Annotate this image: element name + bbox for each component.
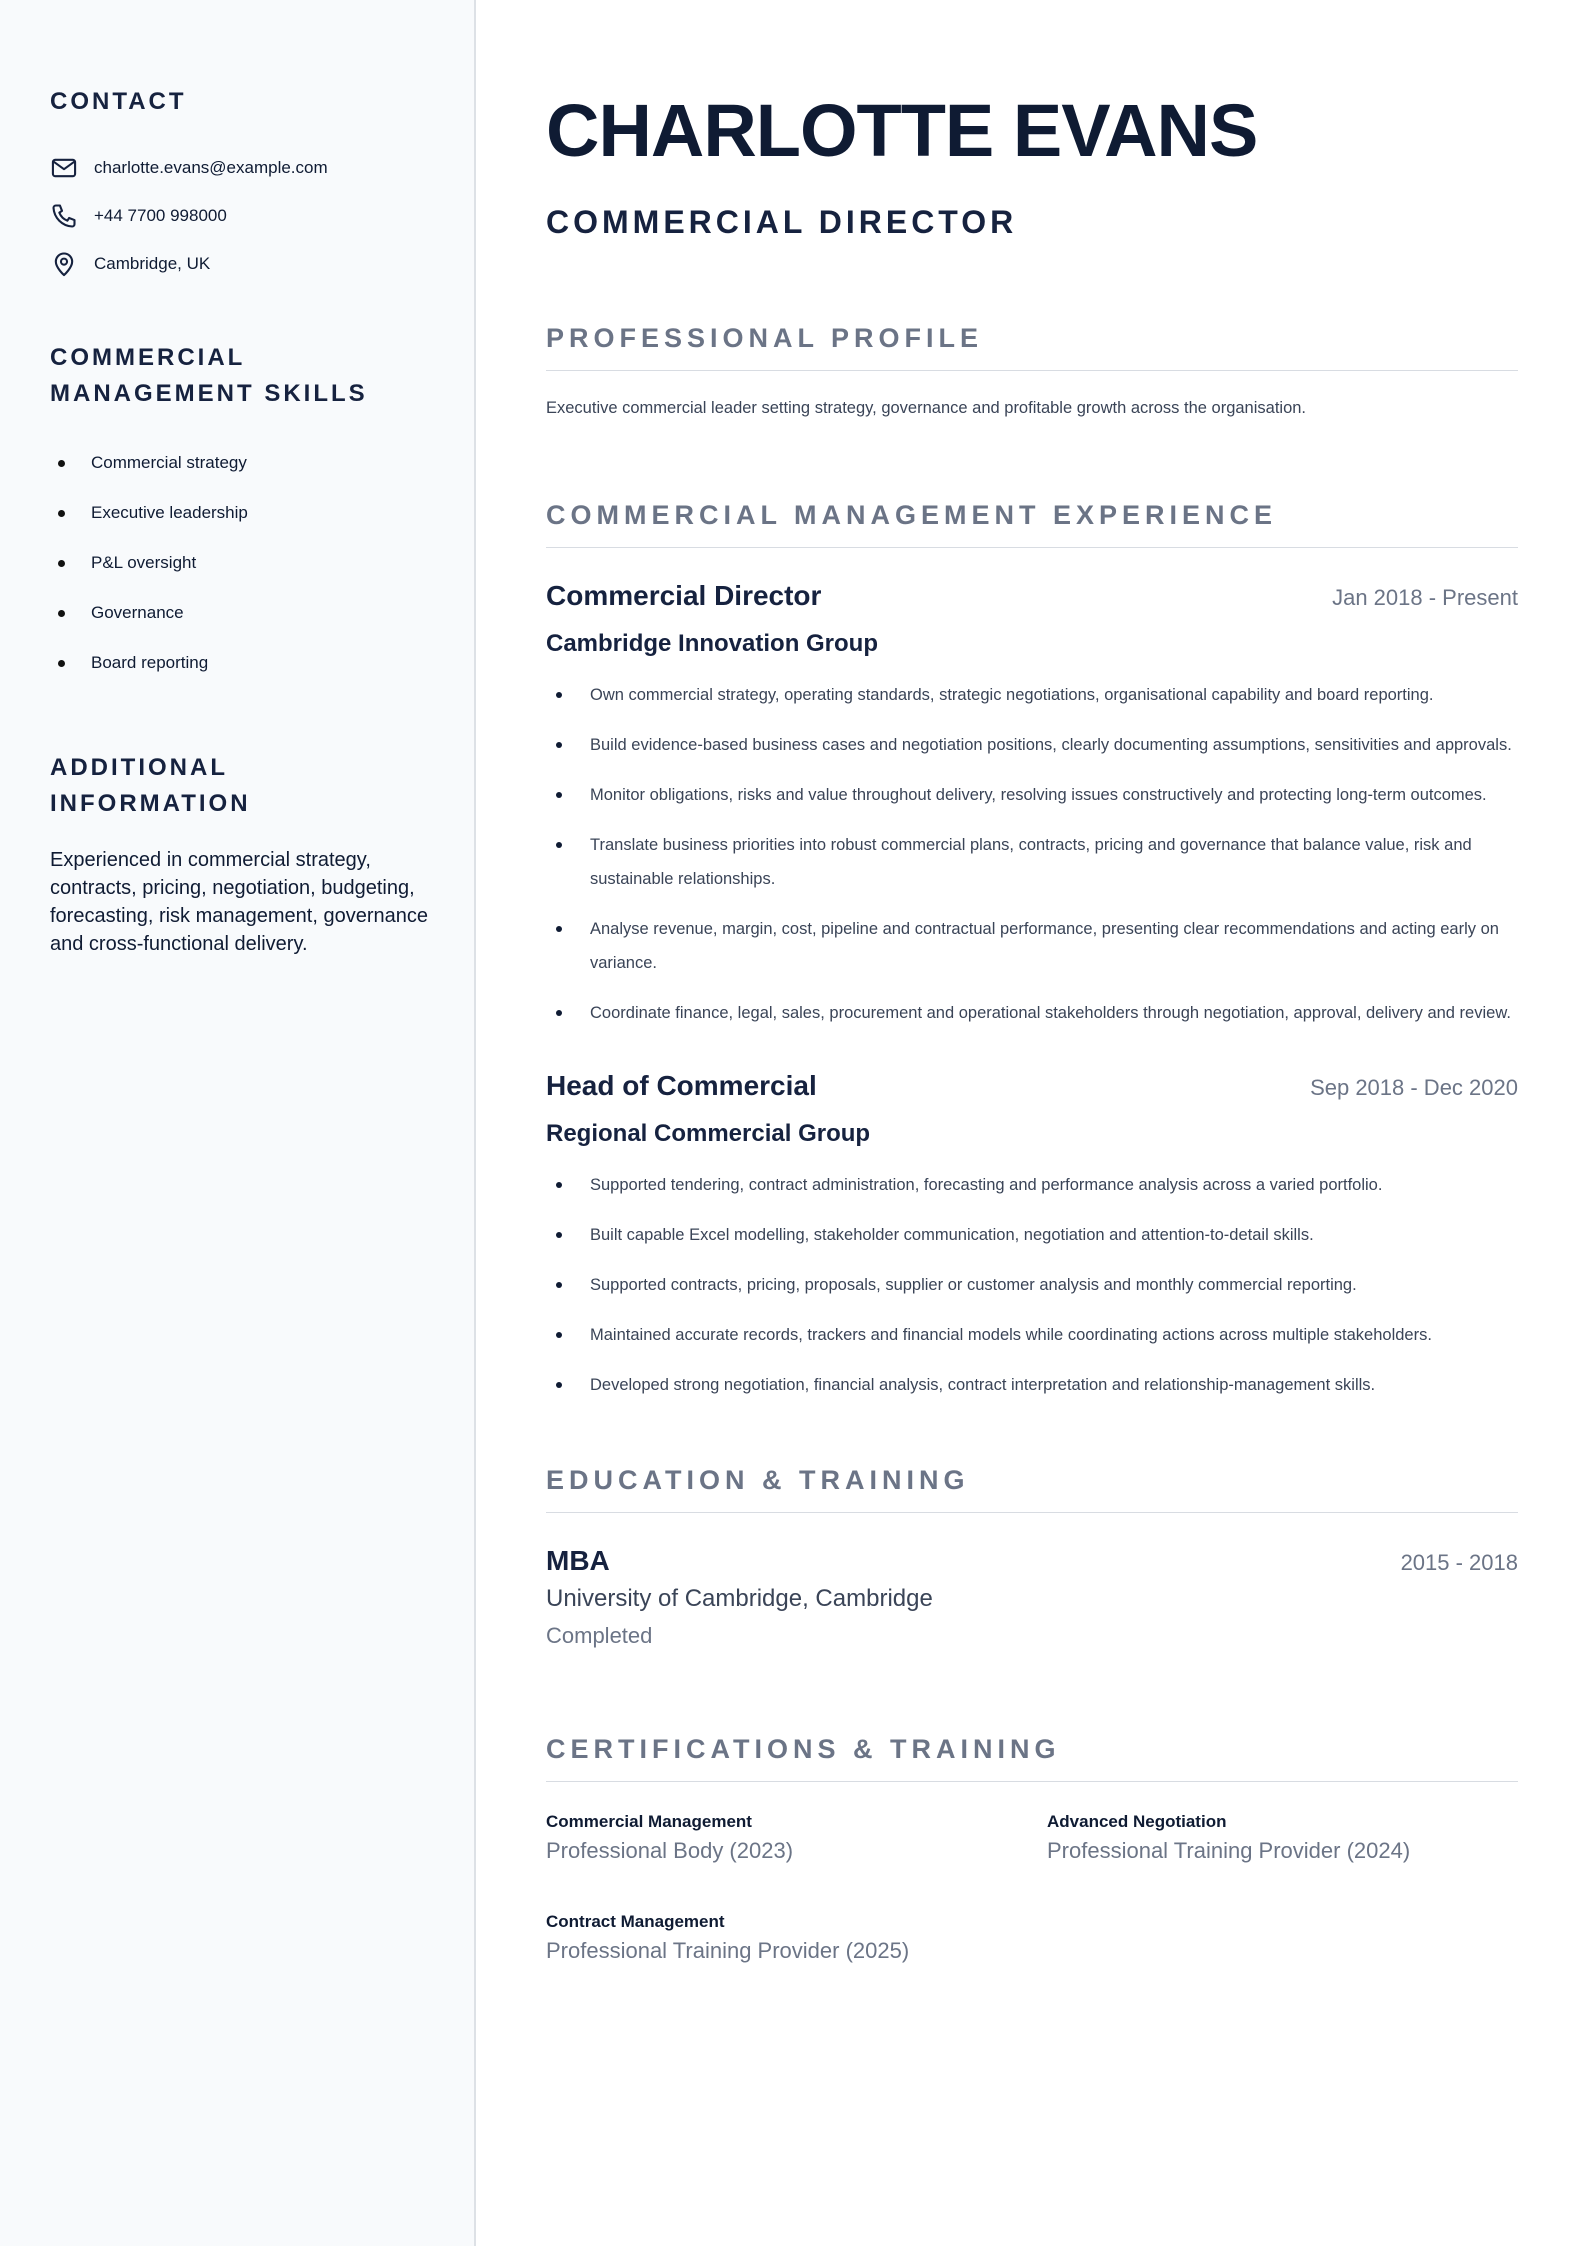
job-title: Commercial Director bbox=[546, 580, 822, 611]
job-dates: Sep 2018 - Dec 2020 bbox=[1310, 1075, 1518, 1100]
skills-heading-line1: COMMERCIAL bbox=[50, 344, 246, 371]
bullet-text: Coordinate finance, legal, sales, procurement and operational stakeholders through negotiation, approval, delivery and review. bbox=[590, 1004, 1511, 1022]
bullet-icon bbox=[556, 1332, 562, 1338]
list-item bbox=[546, 728, 1518, 762]
certification-provider: Professional Body (2023) bbox=[546, 1838, 794, 1863]
bullet-text: Built capable Excel modelling, stakeholder communication, negotiation and attention-to-detail skills. bbox=[590, 1226, 1314, 1244]
bullet-text: Build evidence-based business cases and negotiation positions, clearly documenting assumptions, sensitivities and approvals. bbox=[590, 736, 1512, 754]
degree: MBA bbox=[546, 1545, 610, 1576]
job-entry bbox=[546, 580, 1518, 1030]
skills-heading bbox=[50, 340, 424, 412]
bullet-icon bbox=[58, 510, 65, 517]
contact-heading: CONTACT bbox=[50, 88, 187, 115]
job-header bbox=[546, 1070, 1518, 1102]
certification-name: Commercial Management bbox=[546, 1812, 752, 1831]
list-item bbox=[546, 678, 1518, 712]
bullet-icon bbox=[556, 1282, 562, 1288]
bullet-icon bbox=[556, 742, 562, 748]
location-pin-icon bbox=[50, 250, 78, 278]
skill-label: Executive leadership bbox=[91, 503, 248, 522]
job-bullets bbox=[546, 1168, 1518, 1402]
job-header bbox=[546, 580, 1518, 612]
bullet-icon bbox=[58, 560, 65, 567]
additional-info-text: Experienced in commercial strategy, contracts, pricing, negotiation, budgeting, forecasting, risk management, governance and cross-functional delivery. bbox=[50, 849, 428, 955]
bullet-icon bbox=[556, 1232, 562, 1238]
list-item bbox=[546, 996, 1518, 1030]
list-item bbox=[546, 912, 1518, 980]
bullet-text: Maintained accurate records, trackers and financial models while coordinating actions across multiple stakeholders. bbox=[590, 1326, 1432, 1344]
bullet-text: Analyse revenue, margin, cost, pipeline and contractual performance, presenting clear recommendations and acting early on variance. bbox=[590, 920, 1499, 972]
additional-info-heading: ADDITIONAL INFORMATION bbox=[50, 754, 251, 817]
job-title: Head of Commercial bbox=[546, 1070, 817, 1101]
profile-text: Executive commercial leader setting strategy, governance and profitable growth across the organisation. bbox=[546, 399, 1307, 417]
education-header bbox=[546, 1545, 1518, 1577]
contact-phone-text[interactable]: +44 7700 998000 bbox=[94, 206, 227, 225]
list-item bbox=[546, 1168, 1518, 1202]
bullet-text: Translate business priorities into robust commercial plans, contracts, pricing and governance that balance value, risk and sustainable relationships. bbox=[590, 836, 1472, 888]
certification-item bbox=[1047, 1812, 1518, 1864]
bullet-text: Own commercial strategy, operating standards, strategic negotiations, organisational capability and board reporting. bbox=[590, 686, 1434, 704]
experience-heading: COMMERCIAL MANAGEMENT EXPERIENCE bbox=[546, 497, 1518, 548]
list-item bbox=[546, 1268, 1518, 1302]
skills-heading-line2: MANAGEMENT SKILLS bbox=[50, 380, 368, 407]
certification-name: Advanced Negotiation bbox=[1047, 1812, 1227, 1831]
main-content bbox=[476, 0, 1588, 2246]
job-entry bbox=[546, 1070, 1518, 1402]
bullet-icon bbox=[556, 692, 562, 698]
contact-email bbox=[50, 144, 424, 192]
list-item bbox=[546, 778, 1518, 812]
certifications-section bbox=[546, 1731, 1518, 1964]
bullet-text: Supported contracts, pricing, proposals, supplier or customer analysis and monthly commercial reporting. bbox=[590, 1276, 1357, 1294]
institution: University of Cambridge, Cambridge bbox=[546, 1585, 933, 1612]
bullet-icon bbox=[58, 660, 65, 667]
certification-item bbox=[546, 1912, 1017, 1964]
list-item bbox=[50, 488, 424, 538]
list-item bbox=[546, 1368, 1518, 1402]
certifications-heading: CERTIFICATIONS & TRAINING bbox=[546, 1731, 1518, 1782]
sidebar bbox=[0, 0, 476, 2246]
list-item bbox=[546, 1318, 1518, 1352]
education-entry bbox=[546, 1545, 1518, 1649]
job-headline: COMMERCIAL DIRECTOR bbox=[546, 204, 1018, 240]
skill-label: Commercial strategy bbox=[91, 453, 247, 472]
list-item bbox=[50, 638, 424, 688]
contact-email-text[interactable]: charlotte.evans@example.com bbox=[94, 158, 328, 177]
list-item bbox=[546, 828, 1518, 896]
job-company: Cambridge Innovation Group bbox=[546, 630, 879, 657]
profile-heading: PROFESSIONAL PROFILE bbox=[546, 320, 1518, 371]
education-section bbox=[546, 1462, 1518, 1649]
job-dates: Jan 2018 - Present bbox=[1332, 585, 1518, 610]
certification-item bbox=[546, 1812, 1017, 1864]
bullet-icon bbox=[556, 926, 562, 932]
education-dates: 2015 - 2018 bbox=[1400, 1550, 1518, 1575]
list-item bbox=[50, 588, 424, 638]
skills-list bbox=[50, 438, 424, 688]
bullet-icon bbox=[556, 792, 562, 798]
phone-icon bbox=[50, 202, 78, 230]
contact-phone bbox=[50, 192, 424, 240]
profile-section bbox=[546, 320, 1518, 421]
experience-section bbox=[546, 497, 1518, 1402]
skill-label: Board reporting bbox=[91, 653, 209, 672]
bullet-icon bbox=[556, 1010, 562, 1016]
certification-provider: Professional Training Provider (2024) bbox=[1047, 1838, 1411, 1863]
bullet-icon bbox=[556, 1382, 562, 1388]
contact-list bbox=[50, 144, 424, 288]
skill-label: Governance bbox=[91, 603, 184, 622]
bullet-text: Supported tendering, contract administration, forecasting and performance analysis across a varied portfolio. bbox=[590, 1176, 1383, 1194]
certification-name: Contract Management bbox=[546, 1912, 725, 1931]
bullet-text: Monitor obligations, risks and value throughout delivery, resolving issues constructively and protecting long-term outcomes. bbox=[590, 786, 1487, 804]
bullet-icon bbox=[556, 1182, 562, 1188]
list-item bbox=[50, 538, 424, 588]
contact-location bbox=[50, 240, 424, 288]
bullet-icon bbox=[58, 460, 65, 467]
skill-label: P&L oversight bbox=[91, 553, 197, 572]
job-bullets bbox=[546, 678, 1518, 1030]
education-status: Completed bbox=[546, 1623, 653, 1648]
bullet-icon bbox=[58, 610, 65, 617]
mail-icon bbox=[50, 154, 78, 182]
bullet-icon bbox=[556, 842, 562, 848]
certifications-grid bbox=[546, 1812, 1518, 1964]
certification-provider: Professional Training Provider (2025) bbox=[546, 1938, 910, 1963]
candidate-name: CHARLOTTE EVANS bbox=[546, 89, 1258, 172]
job-company: Regional Commercial Group bbox=[546, 1120, 871, 1147]
contact-location-text: Cambridge, UK bbox=[94, 254, 211, 273]
list-item bbox=[546, 1218, 1518, 1252]
education-heading: EDUCATION & TRAINING bbox=[546, 1462, 1518, 1513]
list-item bbox=[50, 438, 424, 488]
bullet-text: Developed strong negotiation, financial analysis, contract interpretation and relationship-management skills. bbox=[590, 1376, 1376, 1394]
